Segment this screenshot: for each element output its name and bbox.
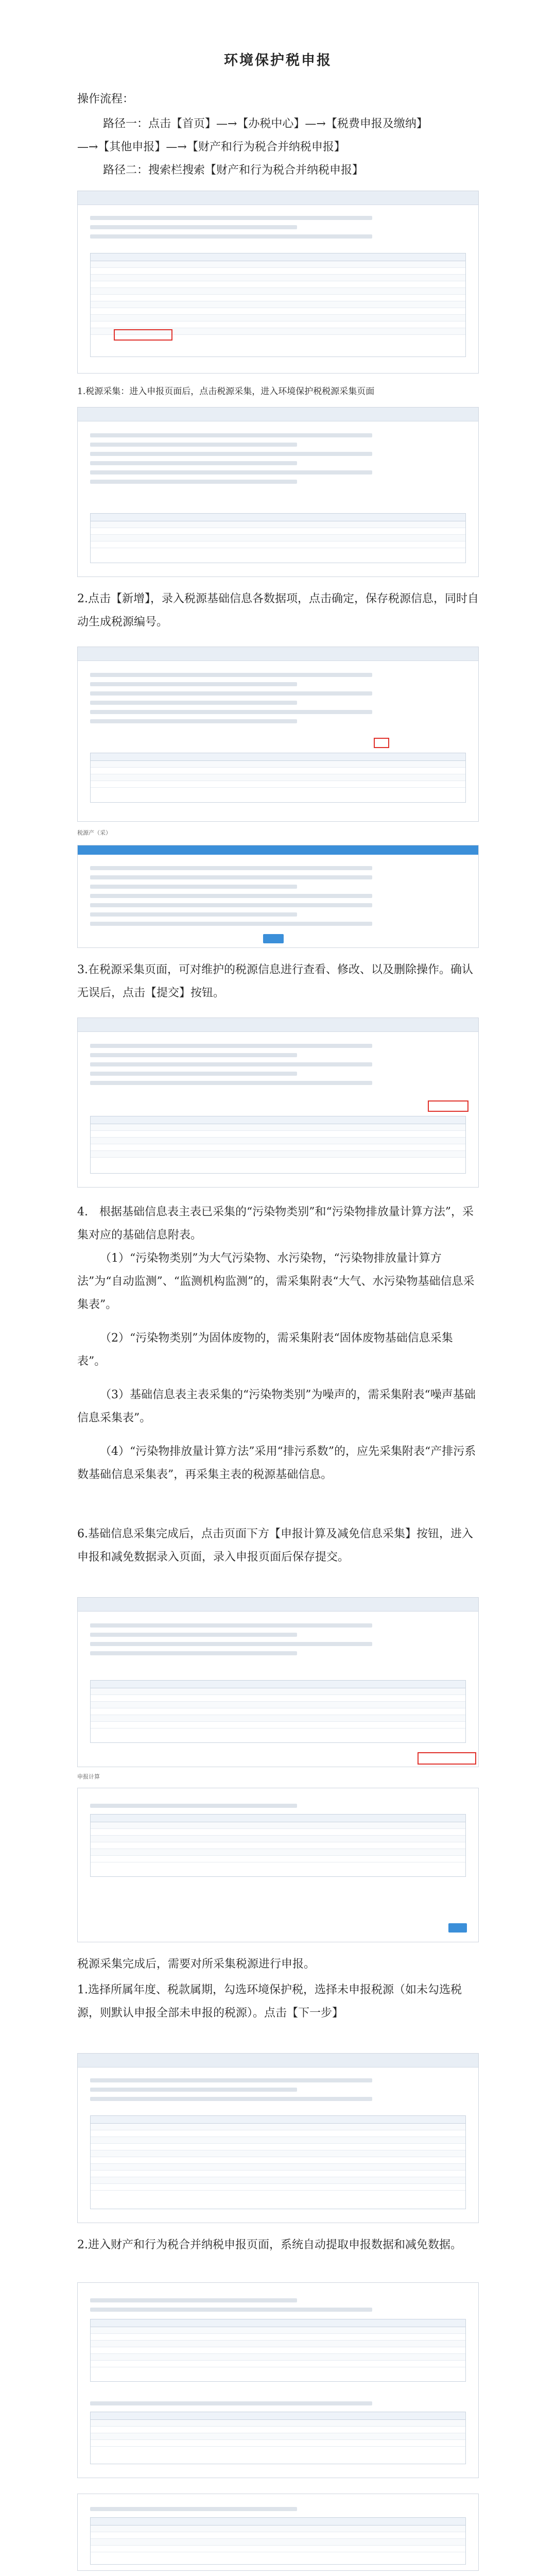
screenshot-submit	[77, 1018, 479, 1188]
step4-item1: （1）“污染物类别”为大气污染物、水污染物，“污染物排放量计算方法”为“自动监测”、“监测机构监测”的，需采集附表“大气、水污染物基础信息采集表”。	[77, 1252, 475, 1311]
after-text: 税源采集完成后，需要对所采集税源进行申报。	[77, 1958, 316, 1971]
step3-text: 3.在税源采集页面，可对维护的税源信息进行查看、修改、以及删除操作。确认无误后，点击【提交】按钮。	[77, 963, 473, 999]
step4-item2: （2）“污染物类别”为固体废物的，需采集附表“固体废物基础信息采集表”。	[77, 1332, 453, 1368]
step6-caption: 申报计算	[77, 1773, 100, 1780]
path-one-line2: —→【其他申报】—→【财产和行为税合并纳税申报】	[77, 141, 345, 154]
step6-text: 6.基础信息采集完成后，点击页面下方【申报计算及减免信息采集】按钮，进入申报和减免数据录入页面，录入申报页面后保存提交。	[77, 1528, 473, 1564]
path-one-line1: 路径一：点击【首页】—→【办税中心】—→【税费申报及缴纳】	[103, 117, 428, 130]
declare-step1: 1.选择所属年度、税款属期，勾选环境保护税，选择未申报税源（如未勾选税源，则默认申报全部未申报的税源）。点击【下一步】	[77, 1984, 462, 2020]
screenshot-source-collection	[77, 407, 479, 577]
screenshot-declaration-calc	[77, 1597, 479, 1767]
screenshot-merged-declaration	[77, 2282, 479, 2478]
step2-text: 2.点击【新增】，录入税源基础信息各数据项，点击确定，保存税源信息，同时自动生成税源编号。	[77, 592, 479, 629]
screenshot-reduction-table	[77, 2494, 479, 2571]
path-two: 路径二：搜索栏搜索【财产和行为税合并纳税申报】	[103, 164, 364, 177]
intro-label: 操作流程：	[77, 93, 134, 106]
step2-caption: 税源产（采）	[77, 829, 111, 836]
page-title: 环境保护税申报	[224, 53, 332, 69]
highlight-add-button	[374, 738, 389, 748]
step4-item4: （4）“污染物排放量计算方法”采用“排污系数”的，应先采集附表“产排污系数基础信息采集表”，再采集主表的税源基础信息。	[77, 1445, 476, 1481]
screenshot-declaration-home	[77, 191, 479, 374]
screenshot-add-source	[77, 647, 479, 822]
screenshot-select-source	[77, 2053, 479, 2223]
step4-item3: （3）基础信息表主表采集的“污染物类别”为噪声的，需采集附表“噪声基础信息采集表”。	[77, 1388, 476, 1425]
screenshot-calc-form	[77, 1788, 479, 1942]
declare-step2: 2.进入财产和行为税合并纳税申报页面，系统自动提取申报数据和减免数据。	[77, 2239, 462, 2251]
step1-caption: 1.税源采集：进入申报页面后，点击税源采集，进入环境保护税税源采集页面	[77, 386, 375, 397]
highlight-env-tax	[114, 329, 172, 341]
screenshot-source-form	[77, 845, 479, 948]
highlight-calc-button	[418, 1752, 476, 1765]
highlight-submit-button	[428, 1100, 468, 1112]
step4-text: 4. 根据基础信息表主表已采集的“污染物类别”和“污染物排放量计算方法”，采集对应的基础信息附表。	[77, 1206, 474, 1242]
tax-type-table	[90, 253, 466, 357]
